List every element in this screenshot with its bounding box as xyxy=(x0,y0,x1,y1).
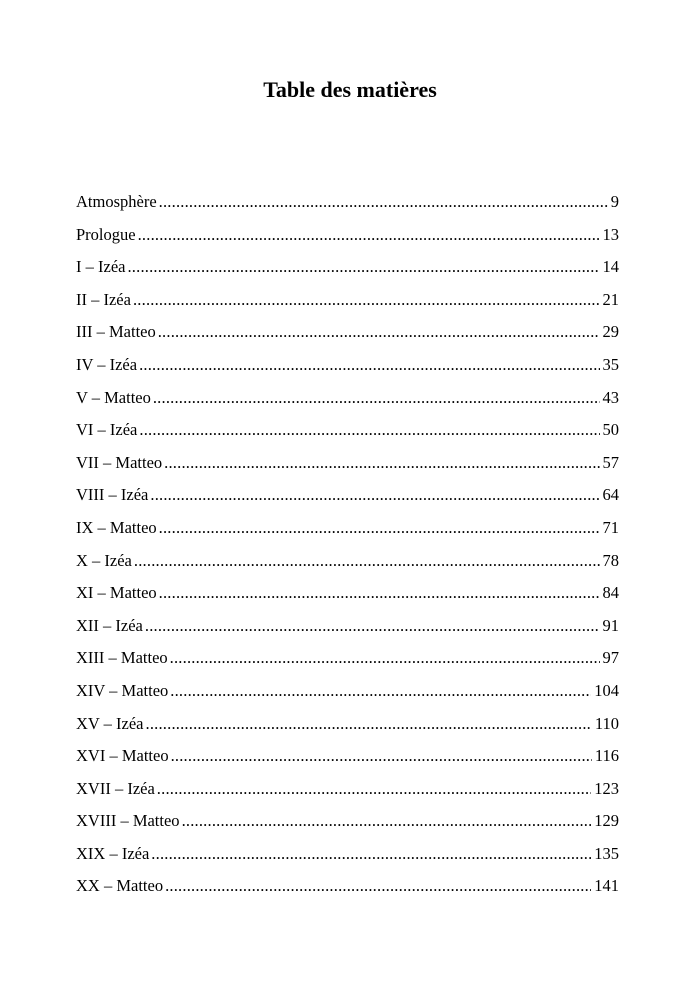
toc-entry-label: XIX – Izéa xyxy=(76,843,150,863)
toc-entry-page-number: 123 xyxy=(594,778,619,798)
toc-entry[interactable] xyxy=(76,675,619,708)
toc-entry-page-number: 50 xyxy=(602,420,619,440)
dot-leader xyxy=(127,251,599,284)
toc-entry-page-number: 13 xyxy=(602,224,619,244)
toc-entry-label: VII – Matteo xyxy=(76,452,163,472)
toc-entry-page-number: 71 xyxy=(602,517,619,537)
toc-entry[interactable] xyxy=(76,447,619,480)
toc-entry-page-number: 104 xyxy=(594,680,619,700)
toc-entry-page-number: 129 xyxy=(594,811,619,831)
toc-entry-page-number: 21 xyxy=(602,289,619,309)
dot-leader xyxy=(139,414,599,447)
dot-leader xyxy=(159,512,600,545)
dot-leader xyxy=(157,773,591,806)
toc-entry[interactable] xyxy=(76,349,619,382)
dot-leader xyxy=(170,642,600,675)
toc-entry-page-number: 29 xyxy=(602,322,619,342)
toc-entry-page-number: 35 xyxy=(602,354,619,374)
dot-leader xyxy=(153,382,600,415)
toc-entry-label: XVI – Matteo xyxy=(76,746,169,766)
toc-entry-label: IV – Izéa xyxy=(76,354,138,374)
toc-entry[interactable] xyxy=(76,186,619,219)
toc-entry-label: XIV – Matteo xyxy=(76,680,169,700)
toc-entry-label: Prologue xyxy=(76,224,136,244)
toc-entry-label: XII – Izéa xyxy=(76,615,143,635)
toc-entry-label: VI – Izéa xyxy=(76,420,138,440)
dot-leader xyxy=(164,447,599,480)
toc-entry-label: Atmosphère xyxy=(76,192,157,211)
toc-entry-page-number: 97 xyxy=(602,648,619,668)
dot-leader xyxy=(151,838,591,871)
toc-entry[interactable] xyxy=(76,382,619,415)
toc-entry[interactable] xyxy=(76,577,619,610)
toc-entry-page-number: 91 xyxy=(602,615,619,635)
dot-leader xyxy=(150,479,599,512)
toc-entry-label: V – Matteo xyxy=(76,387,151,407)
dot-leader xyxy=(138,219,600,252)
toc-entry-page-number: 43 xyxy=(602,387,619,407)
toc-entry-page-number: 116 xyxy=(594,746,619,766)
toc-entry-page-number: 84 xyxy=(602,583,619,603)
toc-entry[interactable] xyxy=(76,219,619,252)
dot-leader xyxy=(146,708,592,741)
toc-entry-label: X – Izéa xyxy=(76,550,132,570)
toc-entry-label: XVIII – Matteo xyxy=(76,811,180,831)
dot-leader xyxy=(159,186,608,219)
toc-entry-page-number: 78 xyxy=(602,550,619,570)
toc-entry[interactable] xyxy=(76,284,619,317)
dot-leader xyxy=(165,870,591,903)
dot-leader xyxy=(170,675,591,708)
toc-entry-page-number: 110 xyxy=(594,713,619,733)
dot-leader xyxy=(133,284,600,317)
toc-entry-label: XV – Izéa xyxy=(76,713,144,733)
toc-entry-label: VIII – Izéa xyxy=(76,485,149,505)
toc-entry-label: I – Izéa xyxy=(76,257,126,277)
toc-entry[interactable] xyxy=(76,740,619,773)
toc-entry[interactable] xyxy=(76,251,619,284)
toc-entry[interactable] xyxy=(76,545,619,578)
dot-leader xyxy=(171,740,592,773)
toc-entry-label: IX – Matteo xyxy=(76,517,157,537)
toc-entry[interactable] xyxy=(76,610,619,643)
toc-entry-label: XIII – Matteo xyxy=(76,648,168,668)
toc-entry-label: XVII – Izéa xyxy=(76,778,155,798)
toc-entry-page-number: 141 xyxy=(594,876,619,896)
dot-leader xyxy=(139,349,599,382)
toc-entry[interactable] xyxy=(76,773,619,806)
toc-entry-label: II – Izéa xyxy=(76,289,131,309)
toc-entry-page-number: 135 xyxy=(594,843,619,863)
toc-entry[interactable] xyxy=(76,870,619,903)
toc-entry[interactable] xyxy=(76,708,619,741)
toc-entry-page-number: 14 xyxy=(602,257,619,277)
dot-leader xyxy=(159,577,600,610)
toc-entry-label: XI – Matteo xyxy=(76,583,157,603)
toc-entry[interactable] xyxy=(76,805,619,838)
toc-entry[interactable] xyxy=(76,414,619,447)
toc-entry-page-number: 57 xyxy=(602,452,619,472)
toc-entry-label: III – Matteo xyxy=(76,322,156,342)
toc-entry-label: XX – Matteo xyxy=(76,876,164,896)
toc-entry[interactable] xyxy=(76,479,619,512)
dot-leader xyxy=(145,610,600,643)
dot-leader xyxy=(134,545,600,578)
dot-leader xyxy=(182,805,592,838)
toc-entry[interactable] xyxy=(76,838,619,871)
toc-entry[interactable] xyxy=(76,642,619,675)
toc-entry[interactable] xyxy=(76,512,619,545)
toc-entry-page-number: 64 xyxy=(602,485,619,505)
table-of-contents xyxy=(76,186,619,903)
toc-entry[interactable] xyxy=(76,316,619,349)
dot-leader xyxy=(158,316,600,349)
page-title: Table des matières xyxy=(263,77,437,102)
toc-entry-page-number: 9 xyxy=(610,192,619,211)
